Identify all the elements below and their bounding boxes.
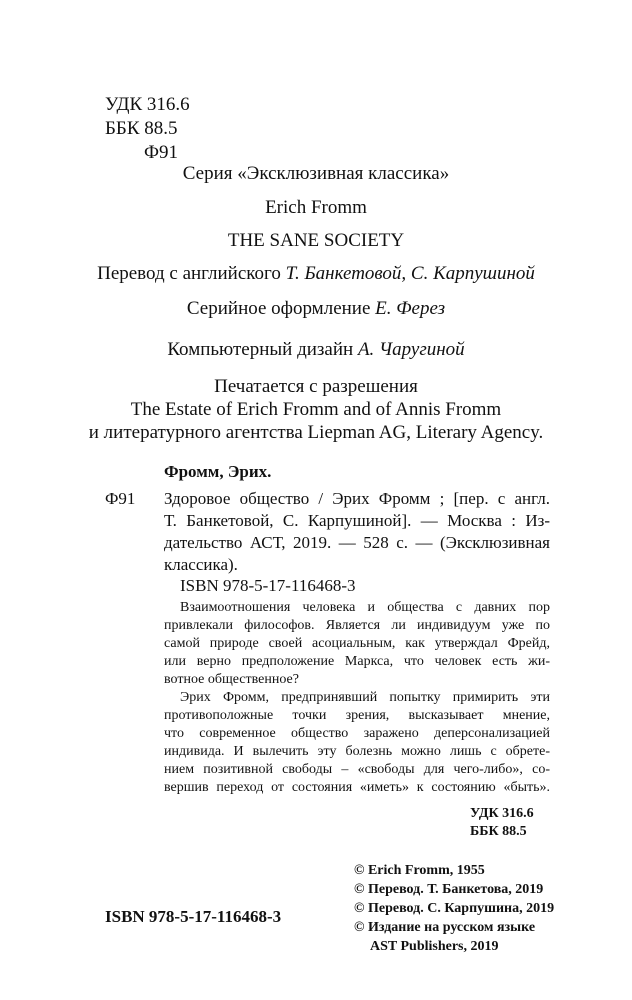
series-design-prefix: Серийное оформление: [186, 298, 376, 319]
computer-designer-name: А. Чаругиной: [357, 339, 465, 360]
original-title: THE SANE SOCIETY: [227, 230, 405, 251]
original-author: Erich Fromm: [265, 197, 367, 218]
computer-design-line: [0, 338, 632, 362]
catalog-line: классика).: [164, 555, 238, 574]
udk-code: УДК 316.6: [105, 94, 190, 115]
annotation-line: самой природе своей асоциальным, как утверждал Фрейд,: [164, 636, 550, 651]
series-design-line: [0, 297, 632, 321]
copyright-block: [354, 861, 554, 956]
footer-udk: УДК 316.6: [470, 806, 534, 821]
annotation-line: нием позитивной свободы – «свободы для чего-либо», со-: [164, 762, 550, 777]
translation-line: [0, 262, 632, 286]
permission-line-1: Печатается с разрешения: [214, 376, 418, 397]
translator-names: Т. Банкетовой, С. Карпушиной: [285, 263, 535, 284]
annotation-line: вершив переход от состояния «иметь» к состоянию «быть».: [164, 780, 550, 795]
annotation-line: противоположные точки зрения, высказывает мнение,: [164, 708, 550, 723]
annotation: [164, 599, 550, 797]
catalog-line: дательство АСТ, 2019. — 528 с. — (Эксклюзивная: [164, 533, 550, 552]
annotation-line: вотное общественное?: [164, 672, 299, 687]
catalog-line: Т. Банкетовой, С. Карпушиной]. — Москва : Из-: [164, 511, 550, 530]
annotation-line: индивида. И вылечить эту болезнь можно лишь с обрете-: [164, 744, 550, 759]
catalog-author: Фромм, Эрих.: [164, 462, 272, 481]
copyright-line: AST Publishers, 2019: [370, 939, 499, 954]
permission-line-3: и литературного агентства Liepman AG, Literary Agency.: [88, 422, 544, 443]
series-line: Серия «Эксклюзивная классика»: [182, 163, 450, 184]
bbk-code: ББК 88.5: [105, 118, 178, 139]
annotation-line: Эрих Фромм, предпринявший попытку примирить эти: [180, 690, 550, 705]
author-code: Ф91: [144, 142, 179, 163]
copyright-line: © Erich Fromm, 1955: [354, 863, 485, 878]
catalog-line: Здоровое общество / Эрих Фромм ; [пер. с англ.: [164, 489, 550, 508]
annotation-line: привлекали философов. Является ли индивидуум уже по: [164, 618, 550, 633]
translation-prefix: Перевод с английского: [97, 263, 286, 284]
annotation-line: Взаимоотношения человека и общества с давних пор: [180, 600, 550, 615]
annotation-line: или верно предположение Маркса, что человек есть жи-: [164, 654, 550, 669]
footer-bbk: ББК 88.5: [470, 824, 527, 839]
copyright-line: © Перевод. Т. Банкетова, 2019: [354, 882, 544, 897]
computer-design-prefix: Компьютерный дизайн: [167, 339, 358, 360]
catalog-code: Ф91: [105, 489, 136, 508]
copyright-line: © Перевод. С. Карпушина, 2019: [354, 901, 555, 916]
annotation-line: что современное общество заражено деперсонализацией: [164, 726, 550, 741]
permission-line-2: The Estate of Erich Fromm and of Annis Fromm: [130, 399, 502, 420]
series-designer-name: Е. Ферез: [375, 298, 446, 319]
catalog-isbn: ISBN 978-5-17-116468-3: [180, 576, 356, 595]
copyright-line: © Издание на русском языке: [354, 920, 536, 935]
catalog-description: [164, 488, 550, 576]
isbn-bottom: ISBN 978-5-17-116468-3: [105, 907, 282, 926]
